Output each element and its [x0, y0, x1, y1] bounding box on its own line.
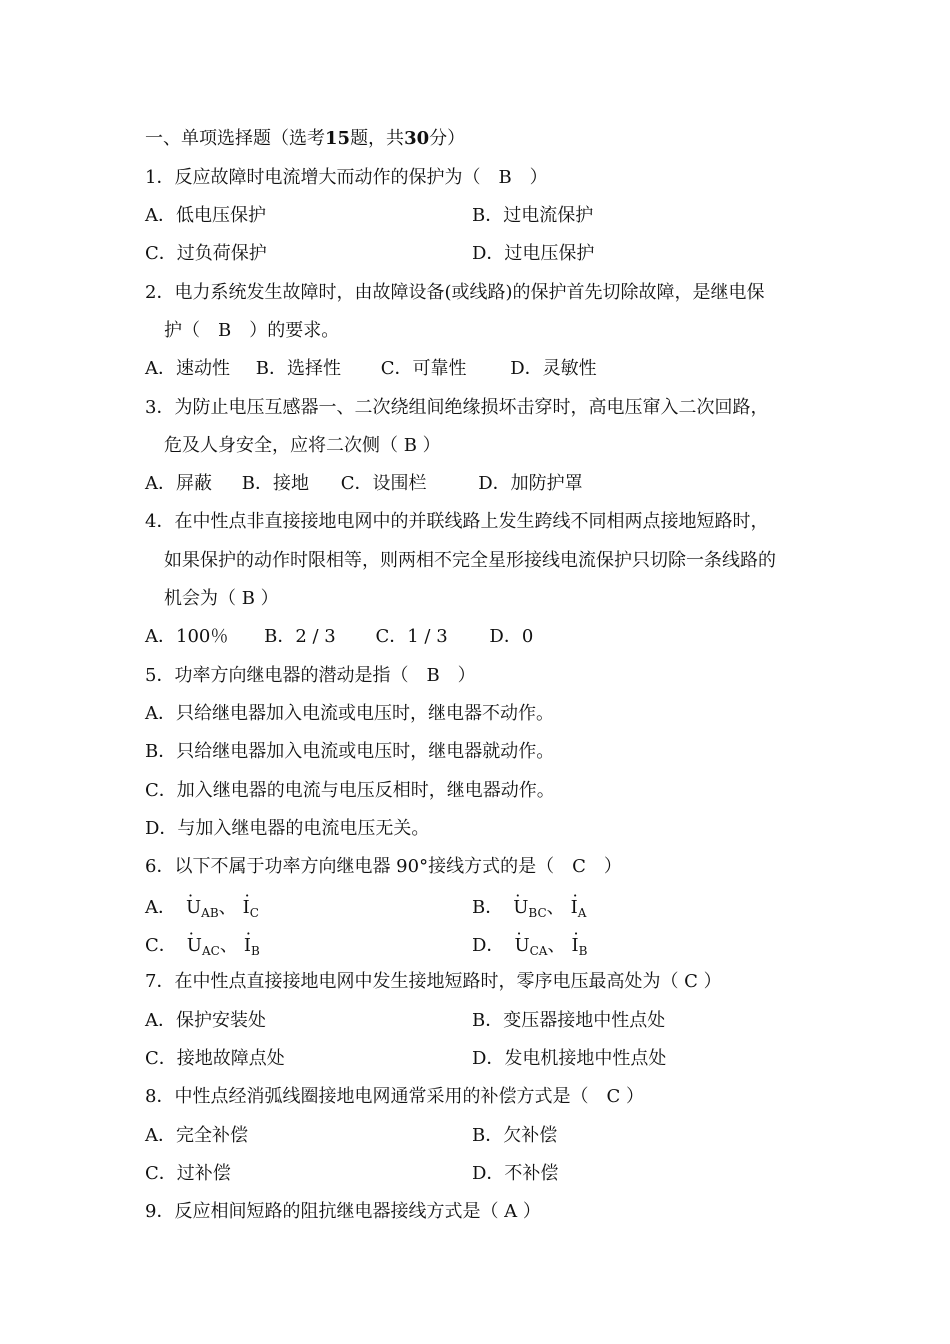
- phasor-i: [571, 897, 578, 919]
- phasor-u: [513, 897, 528, 919]
- option-6d: [472, 935, 587, 962]
- subscript: CA: [529, 944, 548, 958]
- option-6b: [472, 897, 586, 924]
- option-8b: B．欠补偿: [472, 1125, 558, 1146]
- option-5c: C．加入继电器的电流与电压反相时，继电器动作。: [145, 780, 555, 801]
- question-text: 反应故障时电流增大而动作的保护为（ B ）: [174, 167, 548, 188]
- question-3-cont: 危及人身安全，应将二次侧（ B ）: [164, 435, 441, 456]
- question-text: 在中性点直接接地电网中发生接地短路时，零序电压最高处为（ C ）: [174, 971, 722, 992]
- option-1a: A．低电压保护: [145, 205, 266, 226]
- option-4b: B．2 / 3: [264, 626, 336, 647]
- option-label: D．: [472, 935, 505, 956]
- option-5d: D．与加入继电器的电流电压无关。: [145, 818, 430, 839]
- option-8c: C．过补偿: [145, 1163, 231, 1184]
- question-number: 8．: [145, 1086, 175, 1107]
- phasor-letter: I: [571, 935, 579, 956]
- option-1c: C．过负荷保护: [145, 243, 267, 264]
- heading-count: 15: [325, 128, 351, 149]
- option-4a: A．100％: [145, 626, 229, 647]
- subscript: AC: [201, 944, 220, 958]
- phasor-i: [571, 935, 578, 957]
- option-3d: D．加防护罩: [478, 473, 583, 494]
- heading-suffix: 分）: [429, 128, 466, 149]
- question-number: 5．: [145, 665, 175, 686]
- option-4d: D．0: [489, 626, 534, 647]
- question-text: 反应相间短路的阻抗继电器接线方式是（ A ）: [174, 1201, 541, 1222]
- option-8a: A．完全补偿: [145, 1125, 248, 1146]
- phasor-i: [243, 897, 250, 919]
- separator: 、: [218, 897, 237, 918]
- options-2: [145, 358, 597, 380]
- heading-mid: 题，共: [350, 128, 405, 149]
- question-text: 电力系统发生故障时，由故障设备(或线路)的保护首先切除故障，是继电保: [174, 282, 765, 303]
- option-5a: A．只给继电器加入电流或电压时，继电器不动作。: [145, 703, 554, 724]
- separator: 、: [219, 935, 238, 956]
- question-text: 功率方向继电器的潜动是指（ B ）: [174, 665, 476, 686]
- question-9: [145, 1201, 541, 1223]
- option-label: A．: [145, 897, 176, 918]
- phasor-letter: U: [514, 935, 530, 956]
- question-text: 以下不属于功率方向继电器 90°接线方式的是（ C ）: [174, 856, 622, 877]
- question-number: 1．: [145, 167, 175, 188]
- phasor-letter: U: [186, 897, 202, 918]
- question-2-cont: 护（ B ）的要求。: [164, 320, 340, 341]
- option-3a: A．屏蔽: [145, 473, 212, 494]
- subscript: B: [250, 944, 260, 958]
- option-7c: C．接地故障点处: [145, 1048, 285, 1069]
- question-number: 3．: [145, 397, 175, 418]
- heading-prefix: 一、单项选择题（选考: [145, 128, 325, 149]
- option-7a: A．保护安装处: [145, 1010, 266, 1031]
- phasor-u: [186, 897, 201, 919]
- question-text: 在中性点非直接接地电网中的并联线路上发生跨线不同相两点接地短路时，: [174, 511, 769, 532]
- phasor-letter: I: [570, 897, 578, 918]
- option-7b: B．变压器接地中性点处: [472, 1010, 666, 1031]
- option-7d: D．发电机接地中性点处: [472, 1048, 667, 1069]
- question-8: [145, 1086, 644, 1108]
- question-4-cont: 如果保护的动作时限相等，则两相不完全星形接线电流保护只切除一条线路的: [164, 550, 776, 571]
- question-4: [145, 511, 768, 533]
- question-number: 7．: [145, 971, 175, 992]
- subscript: A: [577, 906, 587, 920]
- separator: 、: [547, 935, 566, 956]
- question-4-cont2: 机会为（ B ）: [164, 588, 279, 609]
- option-1b: B．过电流保护: [472, 205, 594, 226]
- phasor-letter: I: [243, 935, 251, 956]
- phasor-letter: U: [186, 935, 202, 956]
- options-3: [145, 473, 583, 495]
- option-6a: [145, 897, 259, 924]
- phasor-letter: I: [242, 897, 250, 918]
- heading-score: 30: [404, 128, 430, 149]
- question-number: 9．: [145, 1201, 175, 1222]
- question-3: [145, 397, 768, 419]
- option-8d: D．不补偿: [472, 1163, 559, 1184]
- subscript: B: [578, 944, 588, 958]
- question-7: [145, 971, 722, 993]
- option-4c: C．1 / 3: [375, 626, 448, 647]
- subscript: AB: [201, 906, 219, 920]
- option-5b: B．只给继电器加入电流或电压时，继电器就动作。: [145, 741, 555, 762]
- phasor-u: [187, 935, 202, 957]
- option-3c: C．设围栏: [340, 473, 427, 494]
- subscript: BC: [528, 906, 547, 920]
- option-2a: A．速动性: [145, 358, 230, 379]
- phasor-letter: U: [513, 897, 529, 918]
- option-2c: C．可靠性: [380, 358, 467, 379]
- options-4: [145, 626, 533, 648]
- question-text: 中性点经消弧线圈接地电网通常采用的补偿方式是（ C ）: [174, 1086, 644, 1107]
- question-6: [145, 856, 622, 878]
- question-text: 为防止电压互感器一、二次绕组间绝缘损坏击穿时，高电压窜入二次回路，: [174, 397, 769, 418]
- option-label: B．: [472, 897, 504, 918]
- option-6c: [145, 935, 260, 962]
- section-heading: [145, 128, 465, 150]
- phasor-u: [514, 935, 529, 957]
- option-1d: D．过电压保护: [472, 243, 595, 264]
- question-5: [145, 665, 476, 687]
- option-label: C．: [145, 935, 177, 956]
- question-number: 6．: [145, 856, 175, 877]
- option-2d: D．灵敏性: [510, 358, 597, 379]
- separator: 、: [546, 897, 565, 918]
- subscript: C: [249, 906, 259, 920]
- question-number: 2．: [145, 282, 175, 303]
- question-1: [145, 167, 548, 189]
- question-2: [145, 282, 765, 304]
- phasor-i: [244, 935, 251, 957]
- option-3b: B．接地: [241, 473, 309, 494]
- option-2b: B．选择性: [255, 358, 341, 379]
- question-number: 4．: [145, 511, 175, 532]
